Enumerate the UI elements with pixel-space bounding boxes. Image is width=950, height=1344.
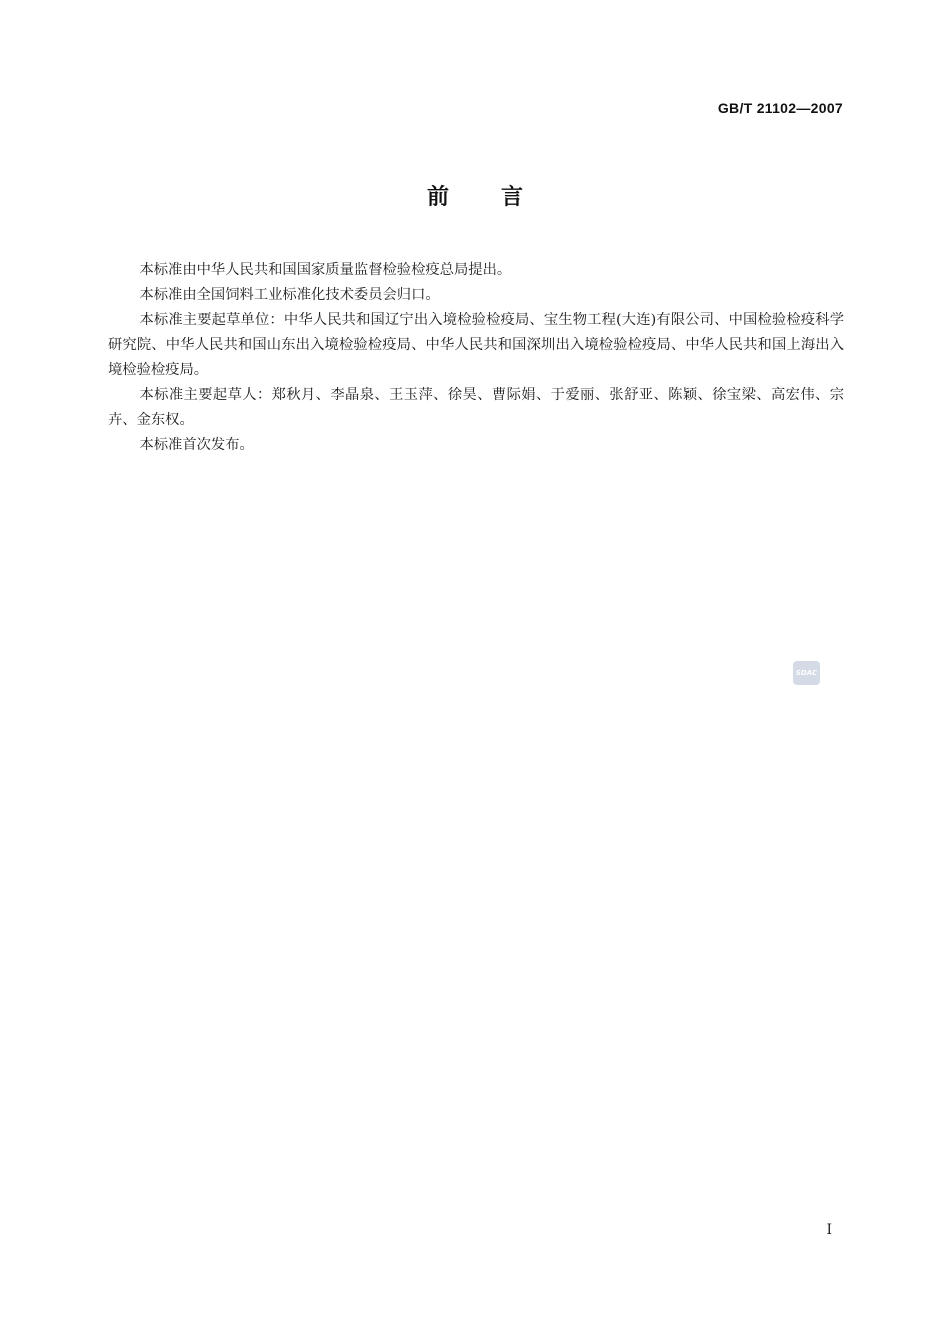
title-char-1: 前	[426, 185, 449, 210]
paragraph-drafting-units: 本标准主要起草单位：中华人民共和国辽宁出入境检验检疫局、宝生物工程(大连)有限公司、中国检验检疫科学研究院、中华人民共和国山东出入境检验检疫局、中华人民共和国深圳出入境检验检疫局、中华人民共和国上海出入境检验检疫局。	[108, 312, 844, 378]
page-number: I	[826, 1222, 832, 1238]
paragraph-proposer: 本标准由中华人民共和国国家质量监督检验检疫总局提出。	[139, 262, 512, 278]
page-title	[0, 180, 950, 211]
standard-number: GB/T 21102—2007	[717, 100, 843, 116]
paragraph-committee: 本标准由全国饲料工业标准化技术委员会归口。	[139, 287, 440, 303]
foreword-body	[108, 258, 844, 458]
title-char-2: 言	[501, 185, 524, 210]
paragraph-first-release: 本标准首次发布。	[139, 437, 254, 453]
paragraph-drafters: 本标准主要起草人：郑秋月、李晶泉、王玉萍、徐昊、曹际娟、于爱丽、张舒亚、陈颖、徐宝梁、高宏伟、宗卉、金东权。	[108, 387, 844, 428]
watermark-logo: SDAC	[793, 661, 820, 685]
